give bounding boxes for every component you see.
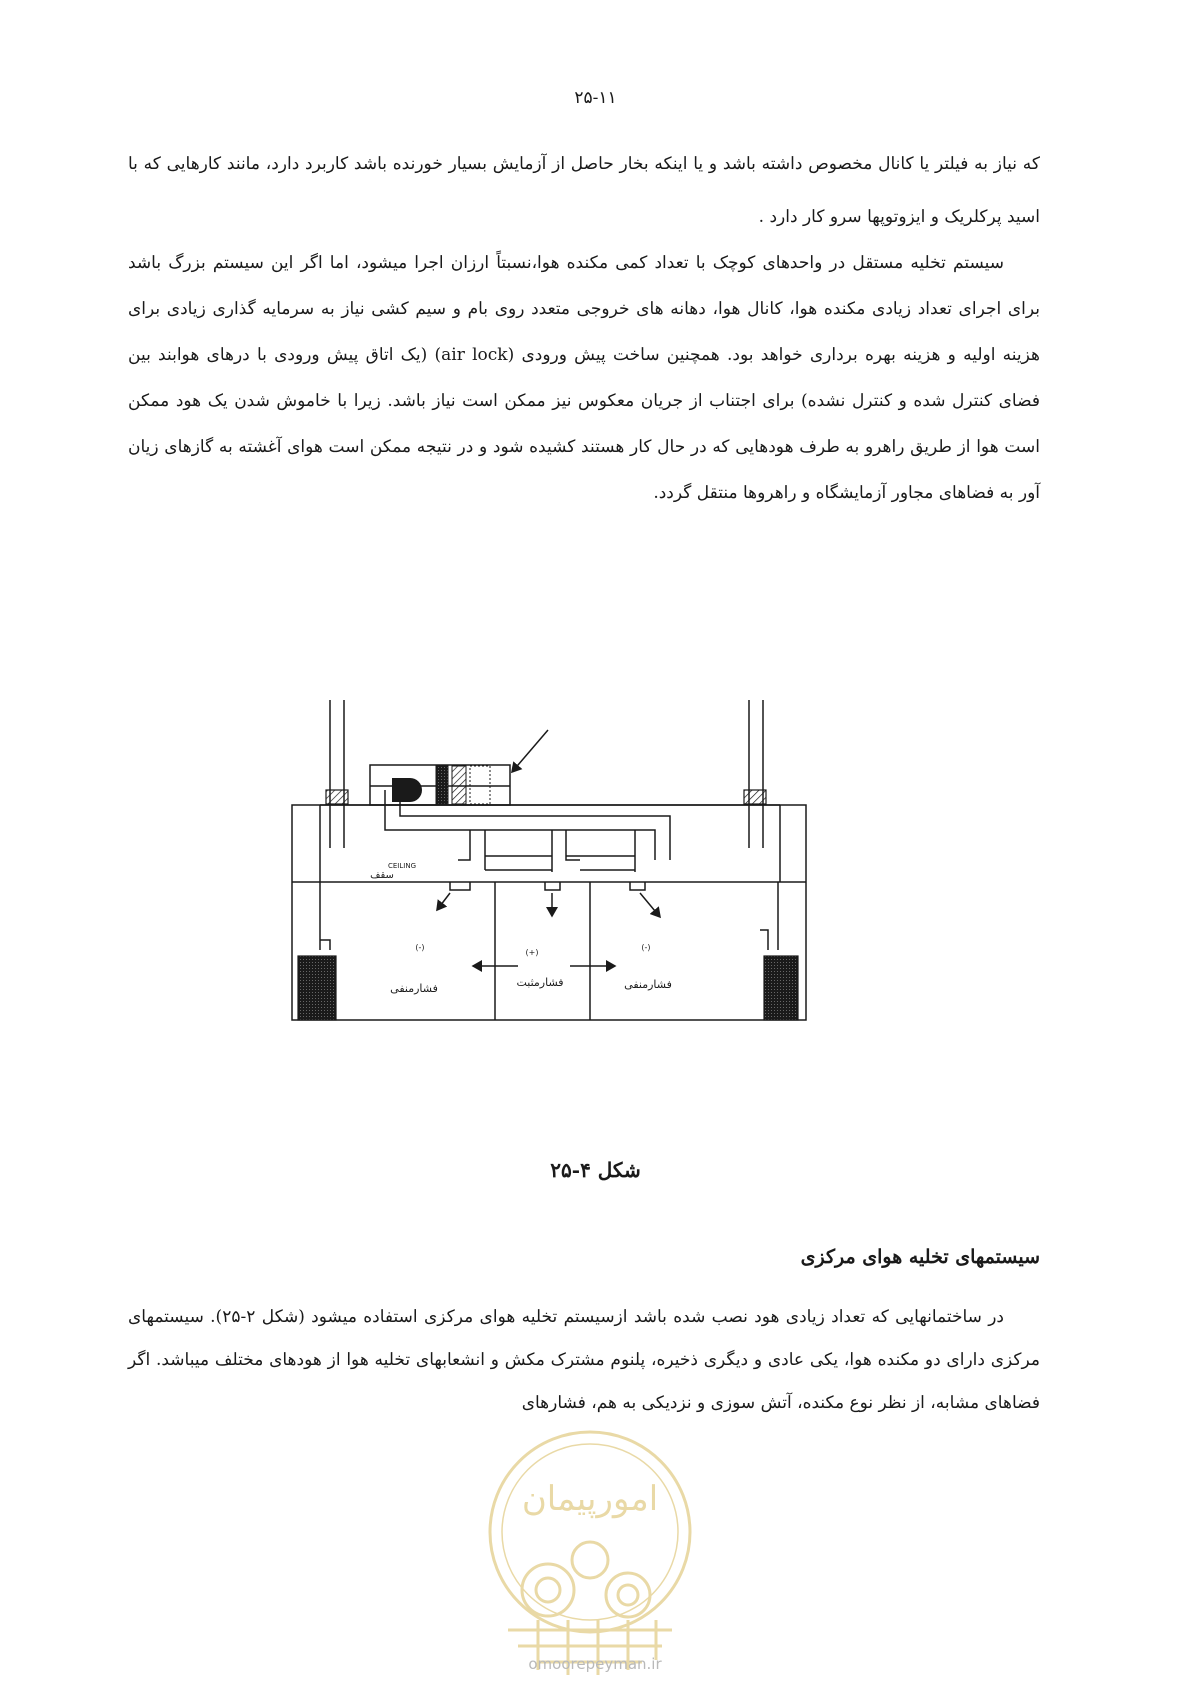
label-positive-center: فشارمثبت (516, 976, 564, 989)
left-exhaust-stack (330, 700, 344, 848)
ventilation-figure (290, 700, 868, 1100)
right-fume-hood (764, 956, 798, 1020)
filter-bank (436, 766, 448, 804)
paragraph-1: که نیاز به فیلتر یا کانال مخصوص داشته باشد و یا اینکه بخار حاصل از آزمایش بسیار خورنده باشد کاربرد دارد، مانند کارهایی که با اسید پرکلریک و ایزوتوپها سرو کار دارد . (128, 154, 1040, 227)
left-damper (326, 790, 348, 804)
fan-pointer-arrow (512, 730, 548, 772)
sign-center: (+) (525, 948, 539, 957)
label-negative-left: فشارمنفی (390, 982, 438, 995)
paragraph-3: در ساختمانهایی که تعداد زیادی هود نصب شده باشد ازسیستم تخلیه هوای مرکزی استفاده میشود (شکل ۲-۲۵). سیستمهای مرکزی دارای دو مکنده هوا، یکی عادی و دیگری ذخیره، پلنوم مشترک مکش و انشعابهای تخلیه هوا از هودهای مختلف میباشد. اگر فضاهای مشابه، از نظر نوع مکنده، آتش سوزی و نزدیکی به هم، فشارهای (128, 1307, 1040, 1413)
watermark-url: omoorepeyman.ir (528, 1655, 662, 1673)
page-number: ۲۵-۱۱ (574, 88, 617, 108)
section-heading: سیستمهای تخلیه هوای مرکزی (800, 1246, 1040, 1268)
ceiling-label-fa: سقف (370, 870, 394, 881)
paragraph-2: سیستم تخلیه مستقل در واحدهای کوچک با تعداد کمی مکنده هوا،نسبتاً ارزان اجرا میشود، اما اگر این سیستم بزرگ باشد برای اجرای تعداد زیادی مکنده هوا، کانال هوا، دهانه های خروجی متعدد روی بام و سیم کشی نیاز به سرمایه گذاری زیادی برای هزینه اولیه و هزینه بهره برداری خواهد بود. همچنین ساخت پیش ورودی (air lock) (یک اتاق پیش ورودی با درهای هوابند بین فضای کنترل شده و کنترل نشده) برای اجتناب از جریان معکوس نیز ممکن است نیاز باشد. زیرا با خاموش شدن یک هود ممکن است هوا از طریق راهرو به طرف هودهایی که در حال کار هستند کشیده شود و در نتیجه ممکن است هوای آغشته به گازهای زیان آور به فضاهای مجاور آزمایشگاه و راهروها منتقل گردد. (128, 253, 1040, 503)
right-exhaust-stack (749, 700, 763, 848)
branch-duct-left (458, 830, 485, 870)
main-exhaust-duct (385, 790, 670, 860)
watermark-logo (478, 1420, 702, 1682)
right-damper (744, 790, 766, 804)
supply-arrow-right (640, 893, 660, 917)
sign-left: (-) (415, 943, 425, 952)
sign-right: (-) (641, 943, 651, 952)
supply-arrow-left (437, 893, 450, 910)
ceiling-label-en: CEILING (388, 862, 416, 870)
fan-motor-icon (392, 778, 422, 802)
label-negative-right: فشارمنفی (624, 978, 672, 991)
figure-caption: شکل ۴-۲۵ (550, 1158, 641, 1182)
left-fume-hood (298, 956, 336, 1020)
branch-duct-center (552, 830, 580, 872)
watermark-logo-text: امورپیمان (521, 1479, 659, 1519)
